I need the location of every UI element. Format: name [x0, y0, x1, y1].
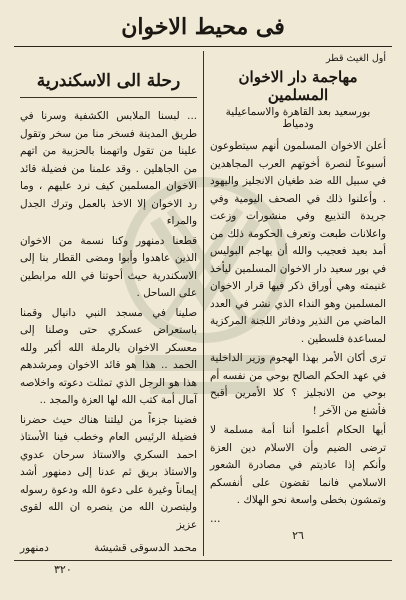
left-paragraph: صلينا في مسجد النبي دانيال وقمنا باستعراض عسكري حتى وصلنا إلى معسكر الاخوان بالرملة الله أكبر ولله الحمد .. هذا هو قائد الاخوان ومرشدهم هذا هو الرجل الذي تمثلت دعوته واخلاصه آمال أمة كتب الله لها العزة والمجد ..: [20, 306, 197, 406]
page-header-title: فى محيط الاخوان: [121, 14, 285, 40]
left-paragraph: ... لبسنا الملابس الكشفية وسرنا في طريق المدينة فسخر منا من سخر وتقول علينا من تقول واتهمنا بالحزبية من اتهم من الجاهلين . وقد علمنا من فضيلة قائد الاخوان المسلمين كيف نرد عليهم ، وما رد الاخوان إلا الاخذ بالعمل وترك الجدل والمراء: [20, 110, 197, 227]
section-label: أول الغيث قطر: [325, 53, 386, 64]
right-article-column: [203, 51, 392, 556]
left-article-title: رحلة الى الاسكندرية: [20, 71, 197, 98]
right-paragraph: ترى أكان الأمر بهذا الهجوم وزير الداخلية في عهد الحكم الصالح بوحي من نفسه أم بوحي من الانجليز ؟ كلا الأمرين أقبح فأشنع من الآخر !: [210, 352, 386, 417]
right-paragraph: أعلن الاخوان المسلمون أنهم سيتطوعون أسبوعاً لنصرة أخوتهم العرب المجاهدين في سبيل الله ضد طغيان الانجليز واليهود . وأعلنوا ذلك في الصحف اليومية وفي جريدة التذييع وفي منشورات وزعت واعلانات طبعت وتعرف الحكومة ذلك من أمد بعيد فعجيب والله أن يهاجم البوليس في بور سعيد دار الاخوان المسلمين ليأخذ غنيمته وهي أوراق ذكر فيها قرار الاخوان المسلمين وهو النداء الذي نشر في العدد الماضي من النذير ودفاتر اللجنة المركزية لمساعدة فلسطين .: [210, 140, 386, 345]
column-number: ٢٦: [292, 528, 304, 542]
left-paragraph: فضينا جزءاً من ليلتنا هناك حيث حضرنا فضيلة الرئيس العام وخطب فينا الأستاذ احمد السكري والاستاذ سرحان عدوي والاستاذ بريق ثم عدنا إلى دمنهور أشد إيماناً وغيرة على دعوة الله ودعوة رسوله وليتصرن الله من ينصره ان الله لقوى عزيز: [20, 413, 197, 531]
two-column-layout: [14, 51, 392, 556]
signature-name: محمد الدسوقى قشيشة: [94, 542, 197, 554]
signature-place: دمنهور: [20, 542, 49, 554]
left-paragraph: قطعنا دمنهور وكنا نسمة من الاخوان الذين عاهدوا وأبوا ومضى القطار بنا إلى الاسكندرية حيث أحوتنا في الله مرابطين على الساحل .: [20, 234, 197, 299]
right-paragraph: أيها الحكام أعلموا أننا أمة مسلمة لا ترضى الضيم وأن الاسلام دين العزة وأنكم إذا عاديتم في مصادرة الشعور الاسلامي فانما تقضون على أنفسكم وتمشون بخطى واسعة نحو الهلاك .: [210, 424, 386, 506]
header-divider: [14, 46, 392, 47]
footer-divider: [14, 560, 392, 561]
author-signature: [20, 542, 197, 554]
right-ellipsis: ...: [210, 511, 221, 525]
left-article-column: [14, 51, 203, 556]
page-number: ٣٢٠: [54, 563, 72, 576]
right-article-subtitle: بورسعيد بعد القاهرة والاسماعيلية ودمياط: [225, 106, 371, 130]
right-article-title: مهاجمة دار الاخوان المسلمين: [238, 68, 358, 104]
